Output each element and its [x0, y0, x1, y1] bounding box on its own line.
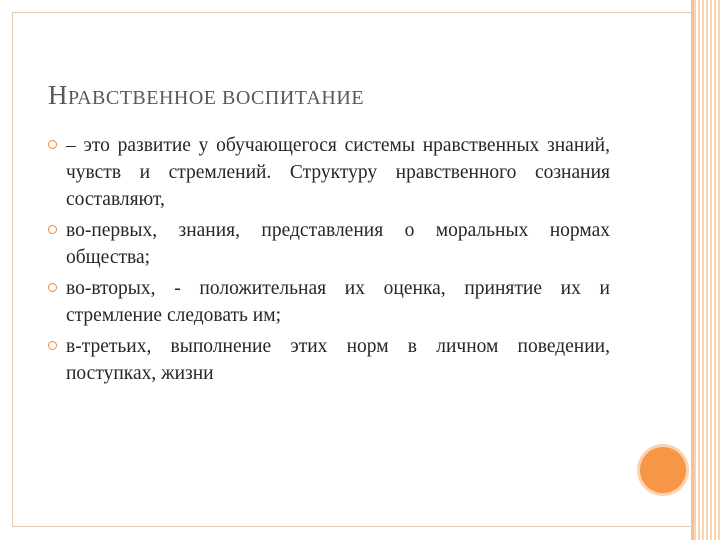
- circle-bullet-icon: [48, 225, 57, 234]
- slide-title: [48, 80, 364, 111]
- list-item: [48, 275, 610, 329]
- bullet-text: во-первых, знания, представления о моральных нормах общества;: [66, 220, 610, 268]
- bullet-text: во-вторых, - положительная их оценка, принятие их и стремление следовать им;: [66, 278, 610, 326]
- circle-bullet-icon: [48, 283, 57, 292]
- list-item: [48, 132, 610, 213]
- decorative-stripes: [694, 0, 720, 540]
- list-item: [48, 217, 610, 271]
- title-initial: Н: [48, 80, 68, 110]
- bullet-list: [48, 132, 610, 391]
- circle-bullet-icon: [48, 341, 57, 350]
- title-rest: РАВСТВЕННОЕ ВОСПИТАНИЕ: [68, 87, 365, 109]
- bullet-text: – это развитие у обучающегося системы нравственных знаний, чувств и стремлений. Структуру нравственного сознания составляют,: [66, 135, 610, 210]
- bullet-text: в-третьих, выполнение этих норм в личном поведении, поступках, жизни: [66, 336, 610, 384]
- circle-bullet-icon: [48, 140, 57, 149]
- list-item: [48, 333, 610, 387]
- decorative-orange-circle: [640, 447, 686, 493]
